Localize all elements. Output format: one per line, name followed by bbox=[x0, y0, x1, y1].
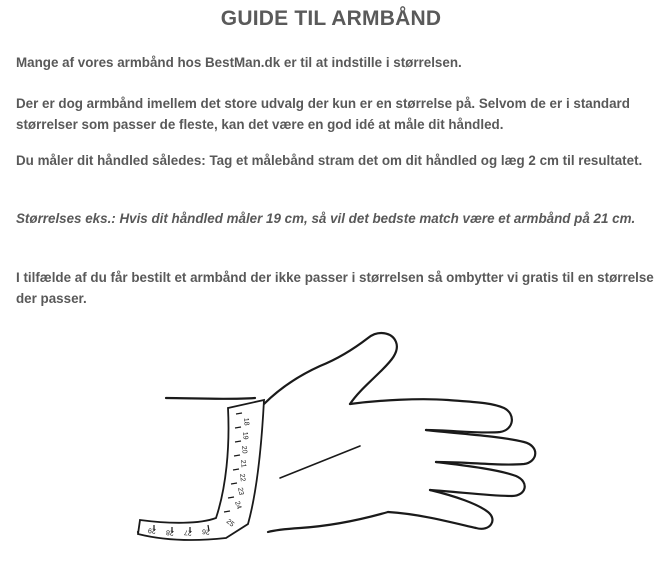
exchange-paragraph: I tilfælde af du får bestilt et armbånd der ikke passer i størrelsen så ombytter vi gratis til en størrelse der passer. bbox=[16, 270, 654, 306]
tape-number: 25 bbox=[224, 518, 236, 529]
tape-number: 28 bbox=[165, 528, 175, 536]
tape-number: 27 bbox=[183, 528, 193, 536]
tape-number: 19 bbox=[241, 431, 249, 440]
tape-number: 21 bbox=[239, 459, 247, 468]
intro-paragraph: Mange af vores armbånd hos BestMan.dk er til at indstille i størrelsen. bbox=[16, 55, 462, 70]
tape-number: 22 bbox=[238, 473, 247, 482]
instructions-paragraph: Du måler dit håndled således: Tag et målebånd stram det om dit håndled og læg 2 cm til resultatet. bbox=[16, 153, 643, 168]
example-paragraph: Størrelses eks.: Hvis dit håndled måler 19 cm, så vil det bedste match være et armbånd på 21 cm. bbox=[16, 211, 636, 226]
tape-number: 18 bbox=[242, 417, 250, 426]
tape-number: 20 bbox=[240, 445, 248, 454]
tape-number: 23 bbox=[236, 486, 245, 497]
tape-number: 24 bbox=[233, 500, 243, 511]
tape-number: 29 bbox=[147, 526, 157, 534]
hand-measuring-tape-illustration bbox=[130, 328, 660, 578]
tape-number: 26 bbox=[201, 527, 211, 535]
page-title: GUIDE TIL ARMBÅND bbox=[220, 7, 442, 30]
info-paragraph: Der er dog armbånd imellem det store udvalg der kun er en størrelse på. Selvom de er i standard størrelser som passer de fleste, kan det være en god idé at måle dit håndled. bbox=[16, 96, 630, 132]
